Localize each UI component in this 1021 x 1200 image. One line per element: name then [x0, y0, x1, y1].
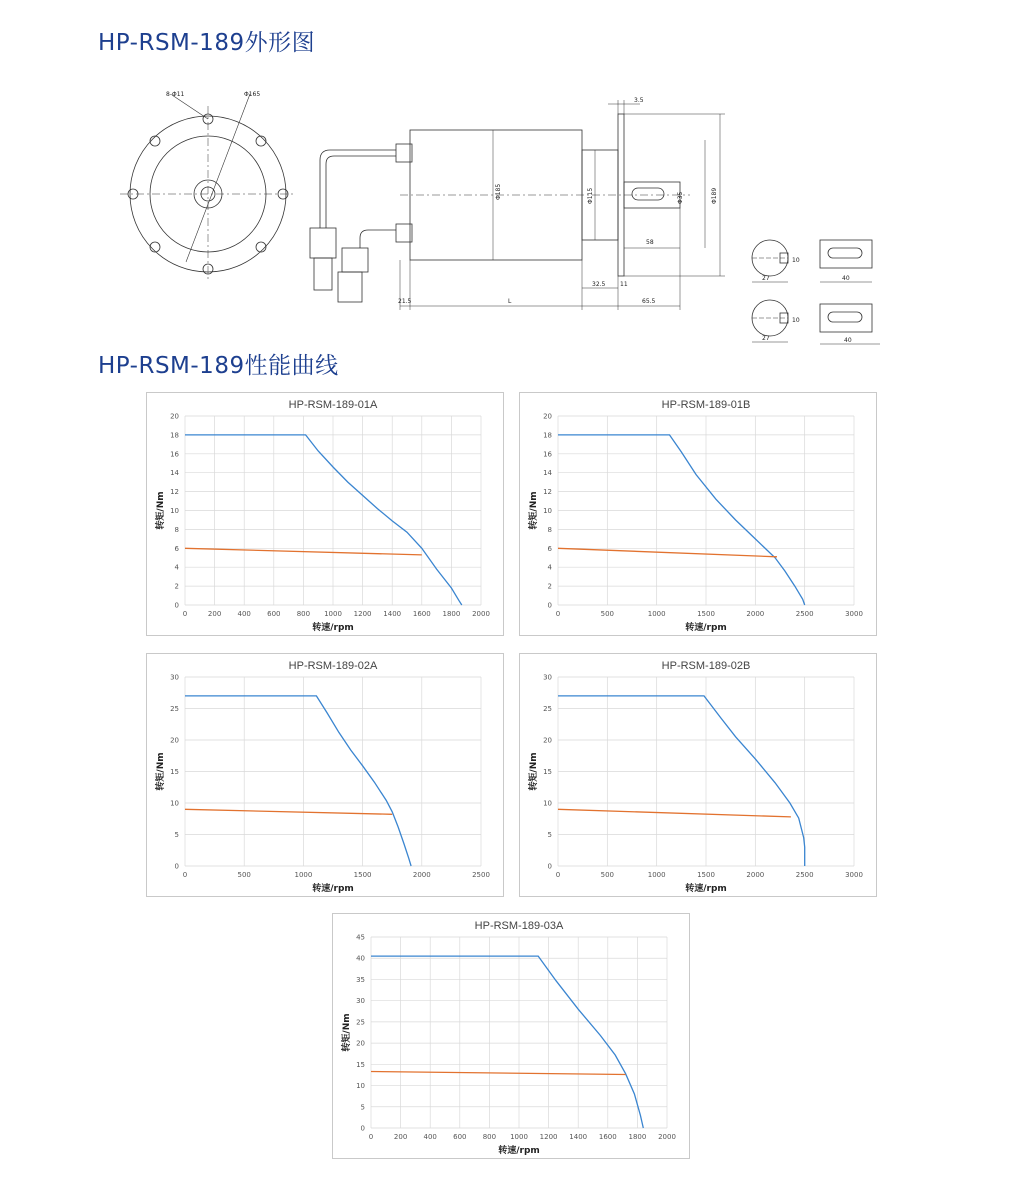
x-tick-label: 0 [555, 610, 561, 618]
y-tick-label: 5 [360, 1103, 365, 1112]
x-tick-label: 500 [237, 871, 251, 879]
x-tick-label: 1500 [697, 610, 715, 618]
y-tick-label: 15 [543, 768, 552, 776]
x-axis-label: 转速/rpm [312, 884, 354, 894]
y-tick-label: 5 [174, 831, 179, 839]
chart-title: HP-RSM-189-02B [661, 660, 751, 672]
label-body-dia: Φ185 [495, 183, 502, 200]
x-axis-label: 转速/rpm [685, 884, 727, 894]
x-tick-label: 1000 [647, 871, 666, 879]
label-shaft: Φ35 [677, 191, 684, 204]
x-tick-label: 0 [182, 871, 188, 879]
y-tick-label: 2 [174, 582, 179, 591]
x-tick-label: 600 [453, 1133, 467, 1141]
y-tick-label: 18 [543, 431, 552, 440]
chart-02b [519, 653, 877, 897]
label-holes: 8-Φ11 [166, 91, 185, 98]
y-tick-label: 20 [170, 412, 179, 421]
y-tick-label: 25 [543, 705, 552, 713]
x-tick-label: 0 [182, 610, 188, 618]
rated-torque-line [558, 548, 777, 557]
x-tick-label: 1400 [569, 1133, 588, 1141]
y-tick-label: 20 [356, 1039, 365, 1048]
y-tick-label: 2 [547, 582, 552, 591]
y-tick-label: 0 [174, 862, 179, 871]
y-tick-label: 16 [543, 450, 552, 459]
y-tick-label: 30 [543, 673, 552, 682]
y-tick-label: 8 [547, 525, 552, 534]
x-tick-label: 500 [600, 610, 615, 618]
key-detail-views [752, 240, 880, 344]
label-k1-h: 10 [792, 257, 800, 264]
label-flange-t: 3.5 [634, 97, 644, 104]
y-tick-label: 4 [547, 563, 552, 572]
x-tick-label: 2000 [658, 1133, 676, 1141]
y-axis-label: 转矩/Nm [529, 491, 539, 530]
label-k1-w: 27 [762, 275, 770, 282]
x-tick-label: 0 [555, 871, 561, 879]
y-tick-label: 8 [174, 525, 179, 534]
chart-title: HP-RSM-189-03A [474, 920, 564, 932]
chart-01a [146, 392, 504, 636]
x-tick-label: 200 [393, 1133, 408, 1141]
x-tick-label: 1200 [539, 1133, 558, 1141]
x-tick-label: 2000 [412, 871, 431, 879]
chart-title: HP-RSM-189-01A [288, 399, 378, 411]
x-tick-label: 1500 [697, 871, 715, 879]
label-k2-h: 10 [792, 317, 800, 324]
x-tick-label: 1500 [353, 871, 372, 879]
y-tick-label: 18 [170, 431, 179, 440]
x-tick-label: 2000 [746, 871, 765, 879]
rated-torque-line [558, 809, 791, 817]
y-tick-label: 12 [170, 488, 179, 497]
y-axis-label: 转矩/Nm [529, 752, 539, 791]
chart-title: HP-RSM-189-02A [288, 660, 378, 672]
y-tick-label: 0 [174, 601, 179, 610]
y-axis-label: 转矩/Nm [342, 1013, 352, 1052]
x-tick-label: 3000 [845, 610, 863, 618]
label-len-c: 65.5 [642, 298, 656, 305]
x-tick-label: 2000 [746, 610, 765, 618]
x-tick-label: 1000 [647, 610, 666, 618]
x-axis-label: 转速/rpm [685, 623, 727, 633]
y-tick-label: 16 [170, 450, 179, 459]
y-axis-label: 转矩/Nm [156, 752, 166, 791]
chart-02a-svg [147, 654, 503, 896]
peak-torque-line [558, 696, 805, 866]
x-tick-label: 1600 [598, 1133, 617, 1141]
x-tick-label: 600 [267, 610, 281, 618]
label-key-len: 58 [646, 239, 654, 246]
peak-torque-line [558, 435, 805, 605]
rated-torque-line [371, 1072, 626, 1075]
label-k1-l: 40 [842, 275, 850, 282]
x-tick-label: 1800 [442, 610, 461, 618]
chart-02a [146, 653, 504, 897]
chart-02b-svg [520, 654, 876, 896]
y-tick-label: 14 [543, 469, 552, 478]
y-tick-label: 6 [547, 544, 552, 553]
label-len-d: 21.5 [398, 298, 412, 305]
x-tick-label: 2500 [795, 871, 814, 879]
x-tick-label: 800 [482, 1133, 497, 1141]
y-tick-label: 35 [356, 975, 365, 984]
y-tick-label: 12 [543, 488, 552, 497]
y-tick-label: 25 [170, 705, 179, 713]
chart-03a-svg [333, 914, 689, 1158]
y-tick-label: 4 [174, 563, 179, 572]
chart-03a [332, 913, 690, 1159]
x-tick-label: 2500 [795, 610, 814, 618]
dimension-drawing [120, 88, 890, 350]
y-tick-label: 40 [356, 954, 365, 963]
y-tick-label: 15 [356, 1060, 365, 1069]
y-tick-label: 10 [356, 1082, 365, 1091]
y-tick-label: 5 [547, 831, 552, 839]
x-tick-label: 1000 [324, 610, 342, 618]
label-pcd: Φ165 [244, 91, 261, 98]
x-tick-label: 1400 [383, 610, 402, 618]
performance-section-title: HP-RSM-189性能曲线 [98, 353, 339, 379]
chart-title: HP-RSM-189-01B [661, 399, 751, 411]
y-tick-label: 10 [543, 507, 552, 515]
x-tick-label: 200 [207, 610, 222, 618]
y-tick-label: 20 [543, 412, 552, 421]
y-tick-label: 0 [547, 601, 552, 610]
x-tick-label: 800 [296, 610, 311, 618]
peak-torque-line [185, 435, 462, 605]
label-len-b: 11 [620, 281, 628, 288]
y-tick-label: 25 [356, 1018, 365, 1027]
chart-01a-svg [147, 393, 503, 635]
peak-torque-line [185, 696, 411, 866]
rated-torque-line [185, 809, 392, 814]
y-tick-label: 30 [170, 673, 179, 682]
dimension-section-title: HP-RSM-189外形图 [98, 30, 316, 56]
y-tick-label: 10 [543, 799, 552, 808]
y-tick-label: 10 [170, 799, 179, 808]
x-tick-label: 400 [237, 610, 251, 618]
label-k2-w: 27 [762, 335, 770, 342]
x-tick-label: 500 [600, 871, 615, 879]
y-axis-label: 转矩/Nm [156, 491, 166, 530]
x-tick-label: 1200 [353, 610, 372, 618]
x-tick-label: 400 [423, 1133, 437, 1141]
chart-01b-svg [520, 393, 876, 635]
flange-front-view [120, 94, 296, 282]
y-tick-label: 20 [170, 736, 179, 745]
y-tick-label: 20 [543, 736, 552, 745]
x-tick-label: 3000 [845, 871, 863, 879]
x-tick-label: 1000 [510, 1133, 528, 1141]
y-tick-label: 15 [170, 768, 179, 776]
y-tick-label: 0 [547, 862, 552, 871]
y-tick-label: 0 [360, 1124, 365, 1133]
peak-torque-line [371, 956, 643, 1128]
x-axis-label: 转速/rpm [498, 1146, 540, 1156]
x-tick-label: 1800 [628, 1133, 647, 1141]
y-tick-label: 45 [356, 933, 365, 942]
x-tick-label: 2000 [472, 610, 490, 618]
x-tick-label: 1600 [412, 610, 431, 618]
label-pilot: Φ115 [587, 187, 594, 204]
motor-side-view [310, 100, 725, 310]
label-flange: Φ189 [711, 187, 718, 204]
y-tick-label: 10 [170, 507, 179, 515]
x-tick-label: 1000 [294, 871, 313, 879]
y-tick-label: 30 [356, 997, 365, 1006]
chart-01b [519, 392, 877, 636]
x-axis-label: 转速/rpm [312, 623, 354, 633]
y-tick-label: 14 [170, 469, 179, 478]
label-len-l: L [508, 298, 512, 305]
y-tick-label: 6 [174, 544, 179, 553]
label-k2-l: 40 [844, 337, 852, 344]
label-len-a: 32.5 [592, 281, 606, 288]
x-tick-label: 2500 [472, 871, 490, 879]
x-tick-label: 0 [368, 1133, 374, 1141]
